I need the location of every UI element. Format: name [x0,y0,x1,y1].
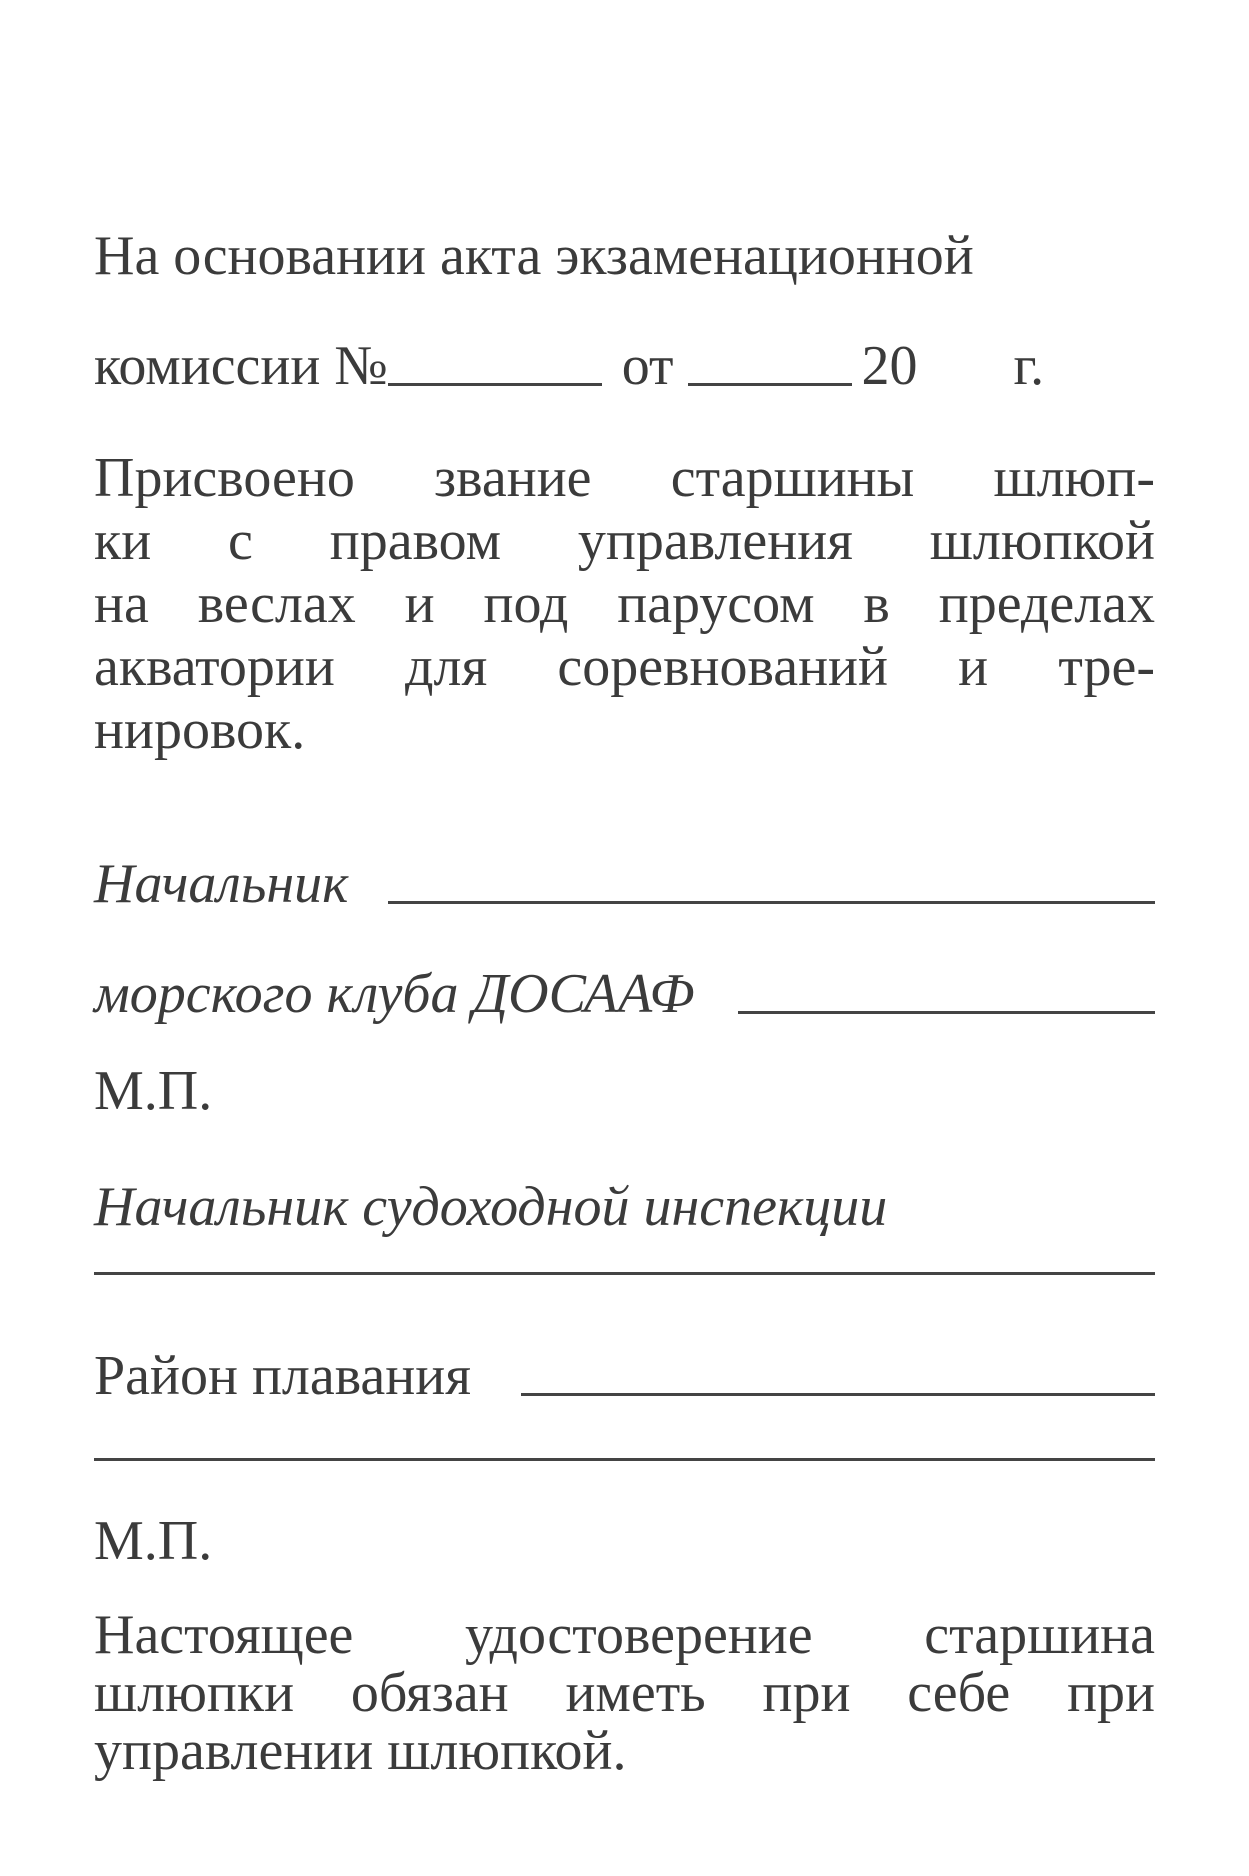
assigned-paragraph [94,447,1155,762]
paragraph-line: ки с правом управления шлюпкой [94,510,1155,572]
stamp-place-label: М.П. [94,1060,213,1122]
commission-number-field[interactable] [388,383,602,386]
commission-line [94,330,1155,397]
paragraph-line: Присвоено звание старшины шлюп- [94,447,1155,509]
date-field[interactable] [688,383,852,386]
inspection-chief-label: Начальник судоходной инспекции [94,1176,888,1238]
inspection-signature-field[interactable] [94,1272,1155,1275]
year-prefix: 20 [861,335,918,397]
sailing-area-label: Район плавания [94,1345,471,1407]
notice-line: шлюпки обязан иметь при себе при [94,1662,1155,1724]
club-chief-label: Начальник [94,853,349,915]
act-line-text: На основании акта экзаменационной [94,225,974,287]
notice-line: управлении шлюпкой. [94,1720,627,1782]
sailing-area-field[interactable] [521,1393,1155,1396]
stamp-place-label: М.П. [94,1510,213,1572]
inspection-chief-line [94,1176,1155,1238]
stamp-place-1 [94,1060,1155,1122]
paragraph-line: нировок. [94,699,306,761]
notice-line: Настоящее удостоверение старшина [94,1604,1155,1666]
sailing-area-line [94,1340,1155,1407]
year-suffix: г. [1013,335,1045,397]
stamp-place-2 [94,1510,1155,1572]
notice-paragraph [94,1606,1155,1780]
club-chief-signature-field[interactable] [388,901,1155,904]
club-name-line [94,958,1155,1025]
paragraph-line: на веслах и под парусом в пределах [94,573,1155,635]
act-line [94,225,1155,287]
from-label: от [621,335,674,397]
club-chief-line [94,848,1155,915]
commission-prefix: комиссии № [94,335,388,397]
club-name-label: морского клуба ДОСААФ [94,963,695,1025]
sailing-area-field-line-2[interactable] [94,1458,1155,1461]
paragraph-line: акватории для соревнований и тре- [94,636,1155,698]
club-signature-field[interactable] [738,1011,1155,1014]
